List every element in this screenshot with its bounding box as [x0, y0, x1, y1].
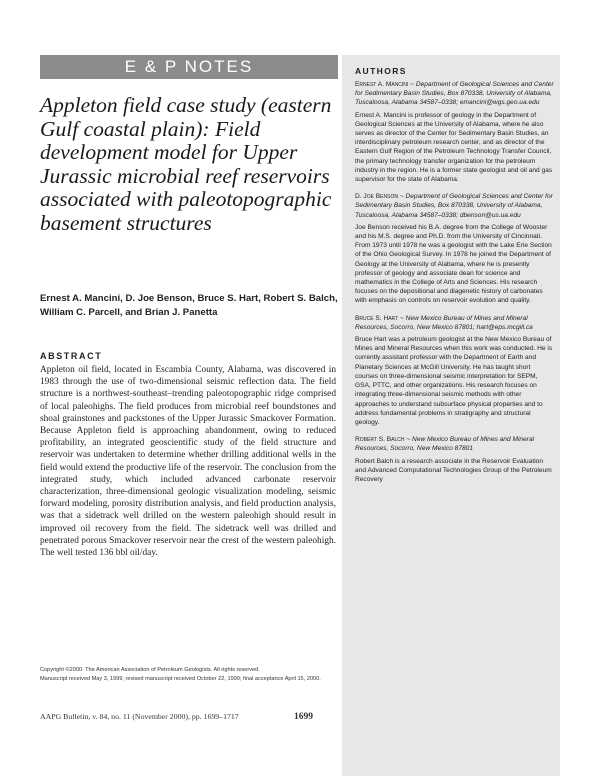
manuscript-note: Manuscript received May 3, 1999; revised manuscript received October 22, 1999; final acceptance April 15, 2000. — [40, 676, 321, 683]
author-entry — [355, 80, 555, 184]
author-bio: Joe Benson received his B.A. degree from the College of Wooster and his M.S. degree and Ph.D. from the University of Cincinnati. From 1973 until 1978 he was a geologist with the Lake Erie Section of the Ohio Geological Survey. In 1978 he joined the Department of Geology at the University of Alabama, where he is presently professor of geology and associate dean for science and mathematics in the College of Arts and Sciences. His research focuses on the depositional and diagenetic history of carbonates with emphasis on controls on reservoir evolution and quality. — [355, 223, 552, 305]
abstract-text: Appleton oil field, located in Escambia County, Alabama, was discovered in 1983 through the use of two-dimensional seismic reflection data. The field structure is a northwest-southeast–trending paleotopographic ridge comprised of local paleohighs. The field produces from microbial reef boundstones and shoal grainstones and packstones of the Upper Jurassic Smackover Formation. Because Appleton field is approaching abandonment, owing to reduced profitability, an integrated geoscientific study of the field structure and reservoir was undertaken to determine whether drilling additional wells in the field would extend the productive life of the reservoir. The conclusion from the integrated study, which included advanced carbonate reservoir characterization, three-dimensional geologic visualization modeling, seismic forward modeling, porosity distribution analysis, and field production analysis, was that a sidetrack well drilled on the western paleohigh should result in improved oil recovery from the field. The sidetrack well was drilled and penetrated porous Smackover reservoir near the crest of the western paleohigh. The well tested 136 bbl oil/day. — [40, 365, 336, 559]
author-name: D. Joe Benson — [355, 193, 398, 201]
author-name: Robert S. Balch — [355, 436, 405, 444]
author-bio: Bruce Hart was a petroleum geologist at the New Mexico Bureau of Mines and Mineral Resources when this work was conducted. He is currently assistant professor with the Department of Earth and Planetary Sciences at McGill University. He has taught short courses on three-dimensional seismic interpretation for SEPM, GSA, PTTC, and other organizations. His research focuses on integrating three-dimensional seismic methods with other approaches to understand subsurface physical properties and to address fundamental problems in stratigraphy and structural geology. — [355, 336, 553, 426]
article-title: Appleton field case study (eastern Gulf coastal plain): Field development model for Upper Jurassic microbial reef reservoirs associated with paleotopographic basement structures — [40, 93, 332, 235]
abstract-heading: ABSTRACT — [40, 351, 103, 361]
author-bio: Ernest A. Mancini is professor of geology in the Department of Geological Sciences at the University of Alabama, where he also serves as director of the Center for Sedimentary Basin Studies, an interdisciplinary petroleum research center, and as director of the Eastern Gulf Region of the Petroleum Technology Transfer Council, the primary technology transfer organization for the petroleum industry in the region. He is a former state geologist and oil and gas supervisor for the state of Alabama. — [355, 111, 553, 184]
author-bio: Robert Balch is a research associate in the Reservoir Evaluation and Advanced Computational Technologies Group of the Petroleum Recovery — [355, 457, 552, 483]
author-bios — [355, 80, 555, 492]
author-list: Ernest A. Mancini, D. Joe Benson, Bruce S. Hart, Robert S. Balch, William C. Parcell, and Brian J. Panetta — [40, 293, 338, 318]
author-name: Ernest A. Mancini — [355, 81, 409, 88]
author-entry — [355, 192, 555, 305]
author-affiliation: ~ New Mexico Bureau of Mines and Mineral Resources, Socorro, New Mexico 87801; hart@eps.mcgill.ca — [355, 314, 533, 331]
copyright-note: Copyright ©2000. The American Association of Petroleum Geologists. All rights reserved. — [40, 667, 260, 673]
author-affiliation: ~ Department of Geological Sciences and Center for Sedimentary Basin Studies, Box 870338, University of Alabama, Tuscaloosa, Alabama 34587–0338; emancini@wgs.geo.ua.edu — [355, 81, 554, 107]
page-number: 1699 — [294, 712, 313, 722]
footnotes — [40, 666, 338, 684]
author-name: Bruce S. Hart — [355, 314, 399, 322]
section-banner: E & P NOTES — [40, 55, 338, 79]
author-entry — [355, 435, 555, 484]
journal-citation: AAPG Bulletin, v. 84, no. 11 (November 2000), pp. 1699–1717 — [40, 712, 239, 721]
page-footer — [40, 712, 340, 721]
author-affiliation: ~ Department of Geological Sciences and Center for Sedimentary Basin Studies, Box 870338, University of Alabama, Tuscaloosa, Alabama 34587–0338; dbenson@us.ua.edu — [355, 193, 553, 219]
author-affiliation: ~ New Mexico Bureau of Mines and Mineral Resources, Socorro, New Mexico 87801 — [355, 436, 535, 453]
author-entry — [355, 314, 555, 427]
authors-heading: AUTHORS — [355, 66, 407, 76]
